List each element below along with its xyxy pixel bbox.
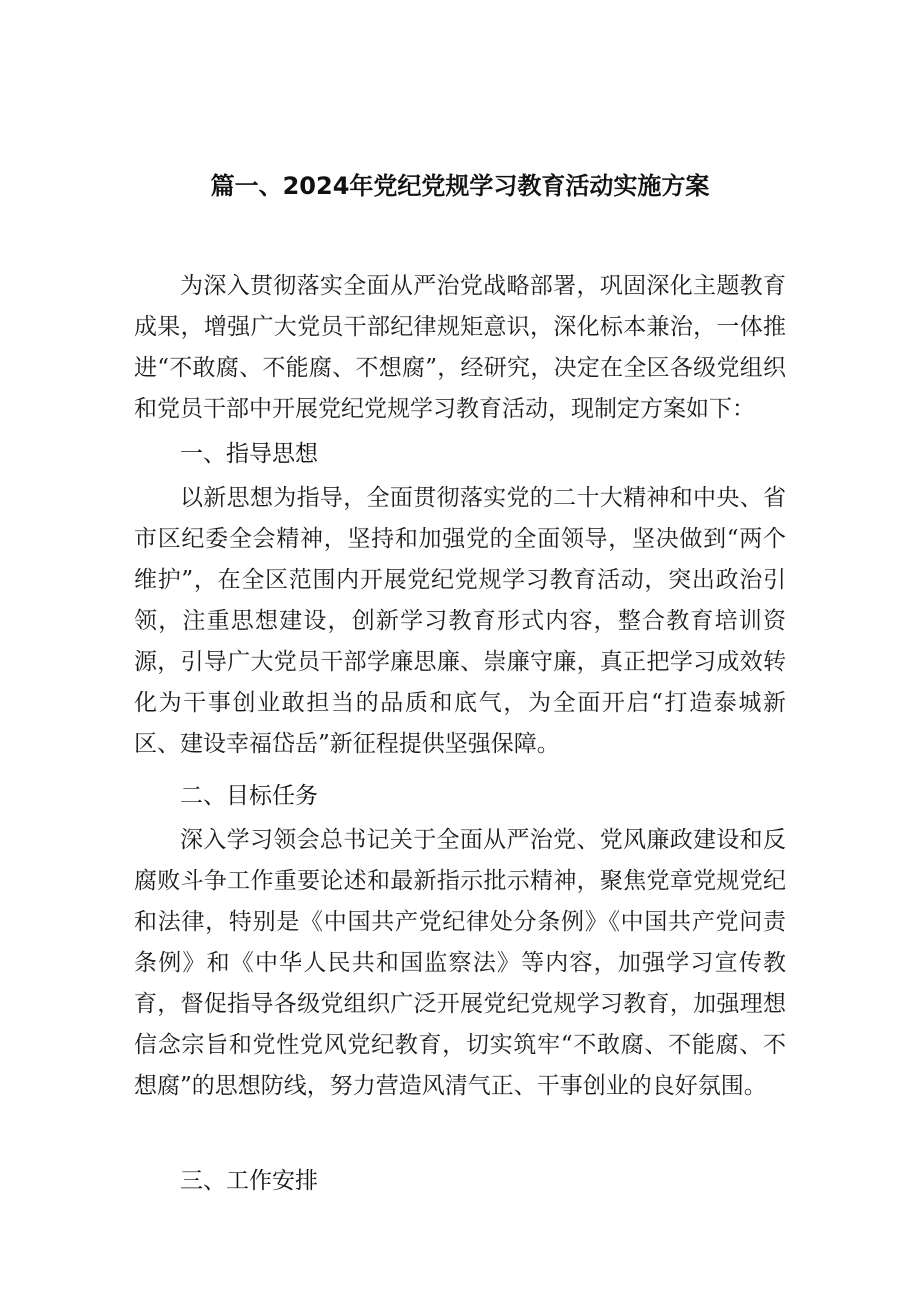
section-heading-guiding-ideology: 一、指导思想 xyxy=(180,441,318,467)
section-heading-work-arrangement: 三、工作安排 xyxy=(180,1168,318,1194)
intro-paragraph: 为深入贯彻落实全面从严治党战略部署，巩固深化主题教育成果，增强广大党员干部纪律规矩意识，深化标本兼治，一体推进“不敢腐、不能腐、不想腐”，经研究，决定在全区各级党组织和党员干部中开展党纪党规学习教育活动，现制定方案如下： xyxy=(134,273,786,422)
section-paragraph-goals-tasks: 深入学习领会总书记关于全面从严治党、党风廉政建设和反腐败斗争工作重要论述和最新指示批示精神，聚焦党章党规党纪和法律，特别是《中国共产党纪律处分条例》《中国共产党问责条例》和《中华人民共和国监察法》等内容，加强学习宣传教育，督促指导各级党组织广泛开展党纪党规学习教育，加强理想信念宗旨和党性党风党纪教育，切实筑牢“不敢腐、不能腐、不想腐”的思想防线，努力营造风清气正、干事创业的良好氛围。 xyxy=(134,827,786,1099)
section-heading-goals-tasks: 二、目标任务 xyxy=(180,783,318,809)
document-body xyxy=(134,266,786,1205)
document-title: 篇一、2024年党纪党规学习教育活动实施方案 xyxy=(210,172,710,200)
section-paragraph-guiding-ideology: 以新思想为指导，全面贯彻落实党的二十大精神和中央、省市区纪委全会精神，坚持和加强党的全面领导，坚决做到“两个维护”，在全区范围内开展党纪党规学习教育活动，突出政治引领，注重思想建设，创新学习教育形式内容，整合教育培训资源，引导广大党员干部学廉思廉、崇廉守廉，真正把学习成效转化为干事创业敢担当的品质和底气，为全面开启“打造泰城新区、建设幸福岱岳”新征程提供坚强保障。 xyxy=(134,485,786,757)
